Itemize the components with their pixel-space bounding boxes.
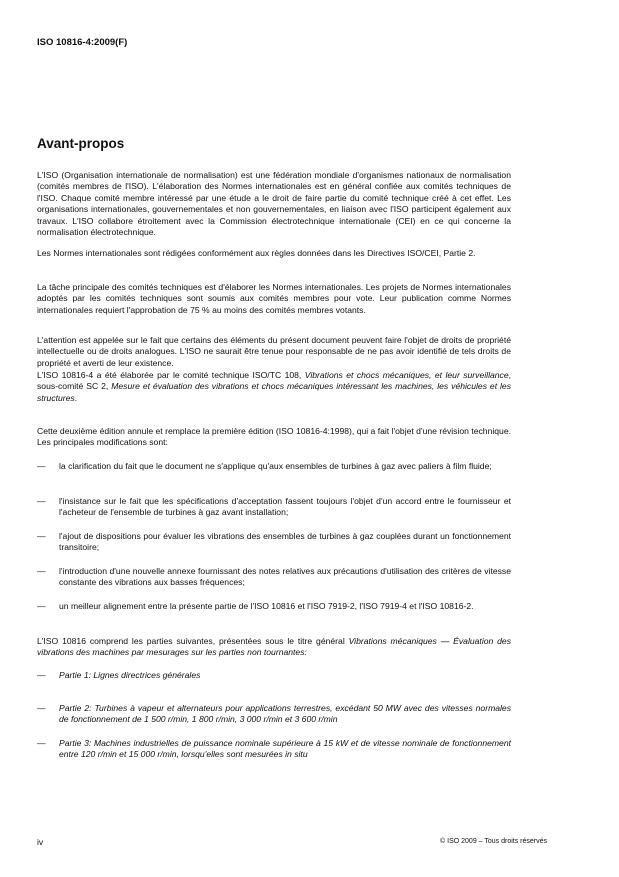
dash: — [37, 496, 46, 506]
paragraph-patent-notice: L'attention est appelée sur le fait que certains des éléments du présent document peuvent faire l'objet de droits de propriété intellectuelle ou de droits analogues. L'ISO ne saurait être tenue pour responsable de ne pas avoir identifié de tels droits de propriété et averti de leur existence. [37, 335, 511, 368]
text: L'ISO 10816 comprend les parties suivantes, présentées sous le titre général [37, 636, 349, 646]
list-item [37, 496, 511, 519]
part-title: Partie 2: Turbines à vapeur et alternateurs pour applications terrestres, excédant 50 MW avec des vitesses normales de fonctionnement de 1 500 r/min, 1 800 r/min, 3 000 r/min et 3 600 r/min [59, 703, 511, 725]
copyright-notice: © ISO 2009 – Tous droits réservés [440, 838, 547, 845]
text: , sous-comité SC 2, [37, 370, 512, 392]
document-id-header: ISO 10816-4:2009(F) [37, 37, 128, 48]
section-title: Avant-propos [37, 136, 125, 151]
subcommittee-title: Mesure et évaluation des vibrations et chocs mécaniques intéressant les machines, les véhicules et les structures [37, 381, 512, 403]
list-item-text: l'ajout de dispositions pour évaluer les vibrations des ensembles de turbines à gaz couplées durant un fonctionnement transitoire; [59, 531, 511, 553]
list-item [37, 703, 511, 726]
dash: — [37, 601, 46, 611]
paragraph-parts-intro [37, 636, 511, 659]
list-item-text: un meilleur alignement entre la présente partie de l'ISO 10816 et l'ISO 7919-2, l'ISO 7919-4 et l'ISO 10816-2. [59, 601, 474, 611]
list-item [37, 601, 511, 612]
list-item [37, 738, 511, 761]
list-item [37, 531, 511, 554]
page-number: iv [37, 837, 44, 847]
part-title: Partie 1: Lignes directrices générales [59, 670, 201, 680]
part-title: Partie 3: Machines industrielles de puissance nominale supérieure à 15 kW et de vitesse nominale de fonctionnement entre 120 r/min et 15 000 r/min, lorsqu'elles sont mesurées in situ [59, 738, 511, 760]
paragraph-prepared-by [37, 370, 511, 404]
list-item [37, 670, 511, 681]
paragraph-edition: Cette deuxième édition annule et remplace la première édition (ISO 10816-4:1998), qui a fait l'objet d'une révision technique. Les principales modifications sont: [37, 426, 511, 448]
dash: — [37, 703, 46, 713]
dash: — [37, 461, 46, 471]
dash: — [37, 566, 46, 576]
paragraph-committee-task: La tâche principale des comités techniques est d'élaborer les Normes internationales. Les projets de Normes internationales adoptés par les comités techniques sont soumis aux comités membres pour vote. Leur publication comme Normes internationales requiert l'approbation de 75 % au moins des comités membres votants. [37, 282, 511, 315]
paragraph-directives: Les Normes internationales sont rédigées conformément aux règles données dans les Directives ISO/CEI, Partie 2. [37, 248, 476, 258]
list-item-text: l'introduction d'une nouvelle annexe fournissant des notes relatives aux précautions d'utilisation des critères de vitesse constante des vibrations aux basses fréquences; [59, 566, 511, 588]
list-item [37, 461, 511, 472]
paragraph-iso-intro: L'ISO (Organisation internationale de normalisation) est une fédération mondiale d'organismes nationaux de normalisation (comités membres de l'ISO). L'élaboration des Normes internationales est en général confiée aux comités techniques de l'ISO. Chaque comité membre intéressé par une étude a le droit de faire partie du comité technique créé à cet effet. Les organisations internationales, gouvernementales et non gouvernementales, en liaison avec l'ISO participent également aux travaux. L'ISO collabore étroitement avec la Commission électrotechnique internationale (CEI) en ce qui concerne la normalisation électrotechnique. [37, 170, 511, 238]
dash: — [37, 738, 46, 748]
dash: — [37, 670, 46, 680]
list-item [37, 566, 511, 589]
text: . [74, 392, 78, 403]
committee-title: Vibrations et chocs mécaniques, et leur surveillance [304, 370, 509, 380]
dash: — [37, 531, 46, 541]
list-item-text: l'insistance sur le fait que les spécifications d'acceptation fassent toujours l'objet d'un accord entre le fournisseur et l'acheteur de l'ensemble de turbines à gaz avant installation; [59, 496, 511, 518]
general-title: Vibrations mécaniques — Évaluation des vibrations des machines par mesurages sur les parties non tournantes: [37, 636, 511, 658]
list-item-text: la clarification du fait que le document ne s'applique qu'aux ensembles de turbines à gaz avec paliers à film fluide; [59, 461, 492, 471]
text: L'ISO 10816-4 a été élaborée par le comité technique ISO/TC 108, [37, 370, 305, 380]
